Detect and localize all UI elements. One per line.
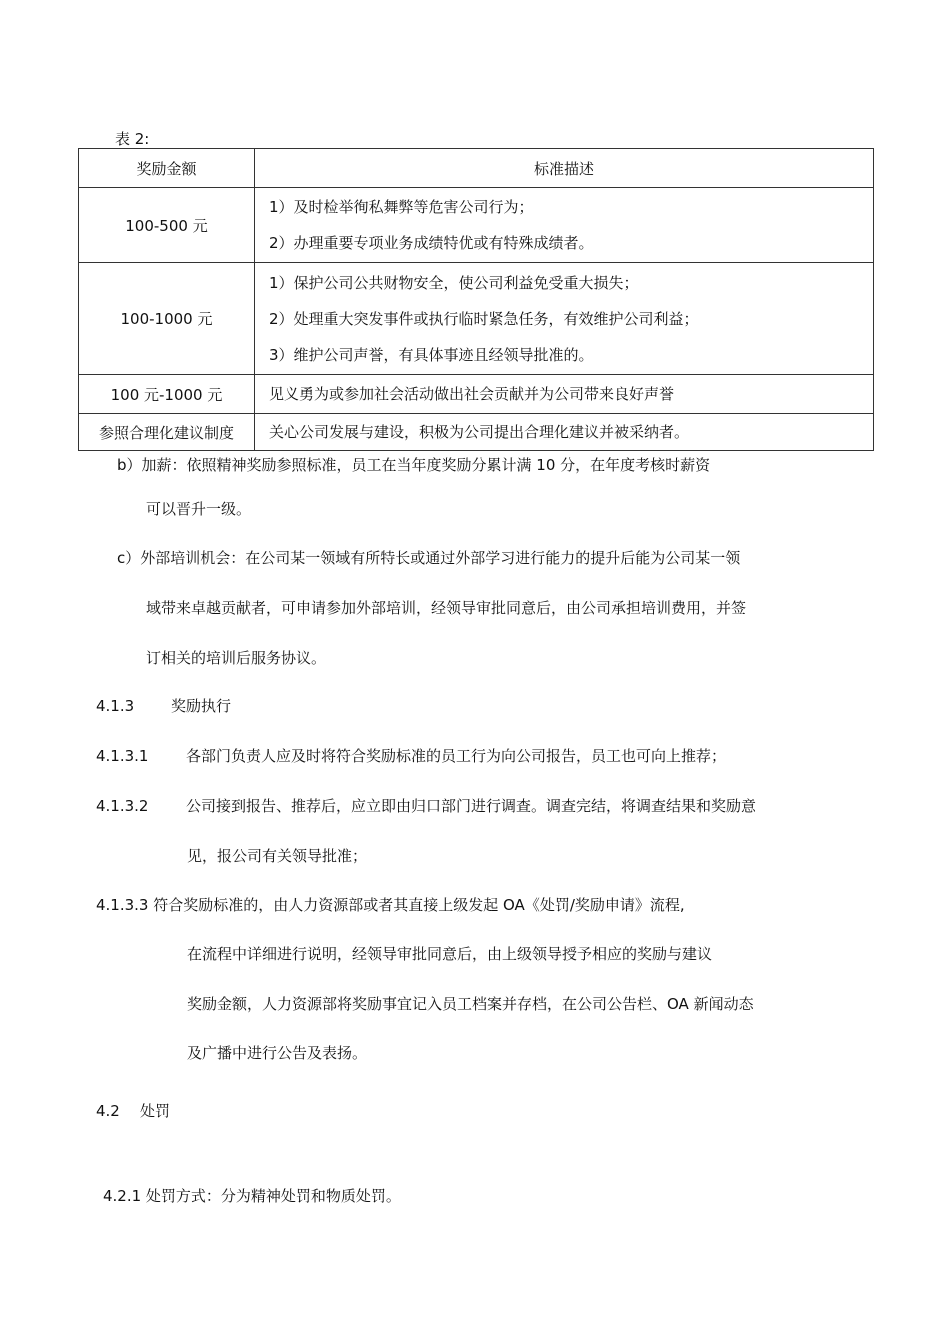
description-line: 1）及时检举徇私舞弊等危害公司行为；	[269, 198, 534, 216]
item-4-1-3-3-continuation: 奖励金额，人力资源部将奖励事宜记入员工档案并存档，在公司公告栏、OA 新闻动态	[187, 995, 754, 1013]
description-line: 1）保护公司公共财物安全，使公司利益免受重大损失；	[269, 273, 639, 292]
item-4-1-3-3: 4.1.3.3 符合奖励标准的，由人力资源部或者其直接上级发起 OA《处罚/奖励申请》流程,	[96, 896, 685, 914]
section-number: 4.1.3	[96, 697, 135, 715]
amount-cell: 100 元-1000 元	[79, 375, 255, 414]
item-text: 各部门负责人应及时将符合奖励标准的员工行为向公司报告，员工也可向上推荐；	[186, 747, 727, 765]
description-line: 见义勇为或参加社会活动做出社会贡献并为公司带来良好声誉	[269, 385, 675, 403]
item-text: 公司接到报告、推荐后，应立即由归口部门进行调查。调查完结，将调查结果和奖励意	[186, 797, 757, 815]
paragraph-c-line: c）外部培训机会：在公司某一领域有所特长或通过外部学习进行能力的提升后能为公司某一领	[117, 549, 741, 567]
section-heading-4-2	[96, 1101, 170, 1121]
description-line: 关心公司发展与建设，积极为公司提出合理化建议并被采纳者。	[269, 423, 690, 441]
item-4-1-3-3-continuation: 在流程中详细进行说明，经领导审批同意后，由上级领导授予相应的奖励与建议	[187, 945, 713, 963]
table-header-row	[79, 149, 874, 188]
item-4-2-1: 4.2.1 处罚方式：分为精神处罚和物质处罚。	[103, 1187, 401, 1205]
item-number: 4.1.3.1	[96, 747, 149, 765]
item-4-1-3-1	[96, 746, 726, 766]
table-caption: 表 2:	[115, 130, 150, 148]
header-amount: 奖励金额	[79, 149, 255, 188]
table-row	[79, 263, 874, 375]
amount-cell: 参照合理化建议制度	[79, 414, 255, 451]
section-title: 处罚	[140, 1102, 171, 1120]
item-4-1-3-2	[96, 796, 756, 816]
amount-cell: 100-500 元	[79, 188, 255, 263]
paragraph-b-line: 可以晋升一级。	[146, 500, 252, 518]
description-cell	[255, 263, 874, 375]
reward-standards-table	[78, 148, 874, 451]
description-cell	[255, 375, 874, 414]
item-4-1-3-2-continuation: 见，报公司有关领导批准；	[187, 847, 368, 865]
description-cell	[255, 414, 874, 451]
description-line: 3）维护公司声誉，有具体事迹且经领导批准的。	[269, 345, 594, 364]
amount-cell: 100-1000 元	[79, 263, 255, 375]
table-row	[79, 375, 874, 414]
description-line: 2）办理重要专项业务成绩特优或有特殊成绩者。	[269, 234, 594, 252]
section-heading-4-1-3	[96, 696, 231, 716]
header-description: 标准描述	[255, 149, 874, 188]
paragraph-b-line: b）加薪：依照精神奖励参照标准，员工在当年度奖励分累计满 10 分，在年度考核时薪资	[117, 456, 711, 474]
item-4-1-3-3-continuation: 及广播中进行公告及表扬。	[187, 1044, 368, 1062]
paragraph-c-line: 订相关的培训后服务协议。	[146, 649, 327, 667]
paragraph-c-line: 域带来卓越贡献者，可申请参加外部培训，经领导审批同意后，由公司承担培训费用，并签	[146, 599, 747, 617]
table-row	[79, 188, 874, 263]
item-number: 4.1.3.2	[96, 797, 149, 815]
description-line: 2）处理重大突发事件或执行临时紧急任务，有效维护公司利益；	[269, 309, 699, 328]
description-cell	[255, 188, 874, 263]
section-number: 4.2	[96, 1102, 120, 1120]
table-row	[79, 414, 874, 451]
section-title: 奖励执行	[171, 697, 232, 715]
